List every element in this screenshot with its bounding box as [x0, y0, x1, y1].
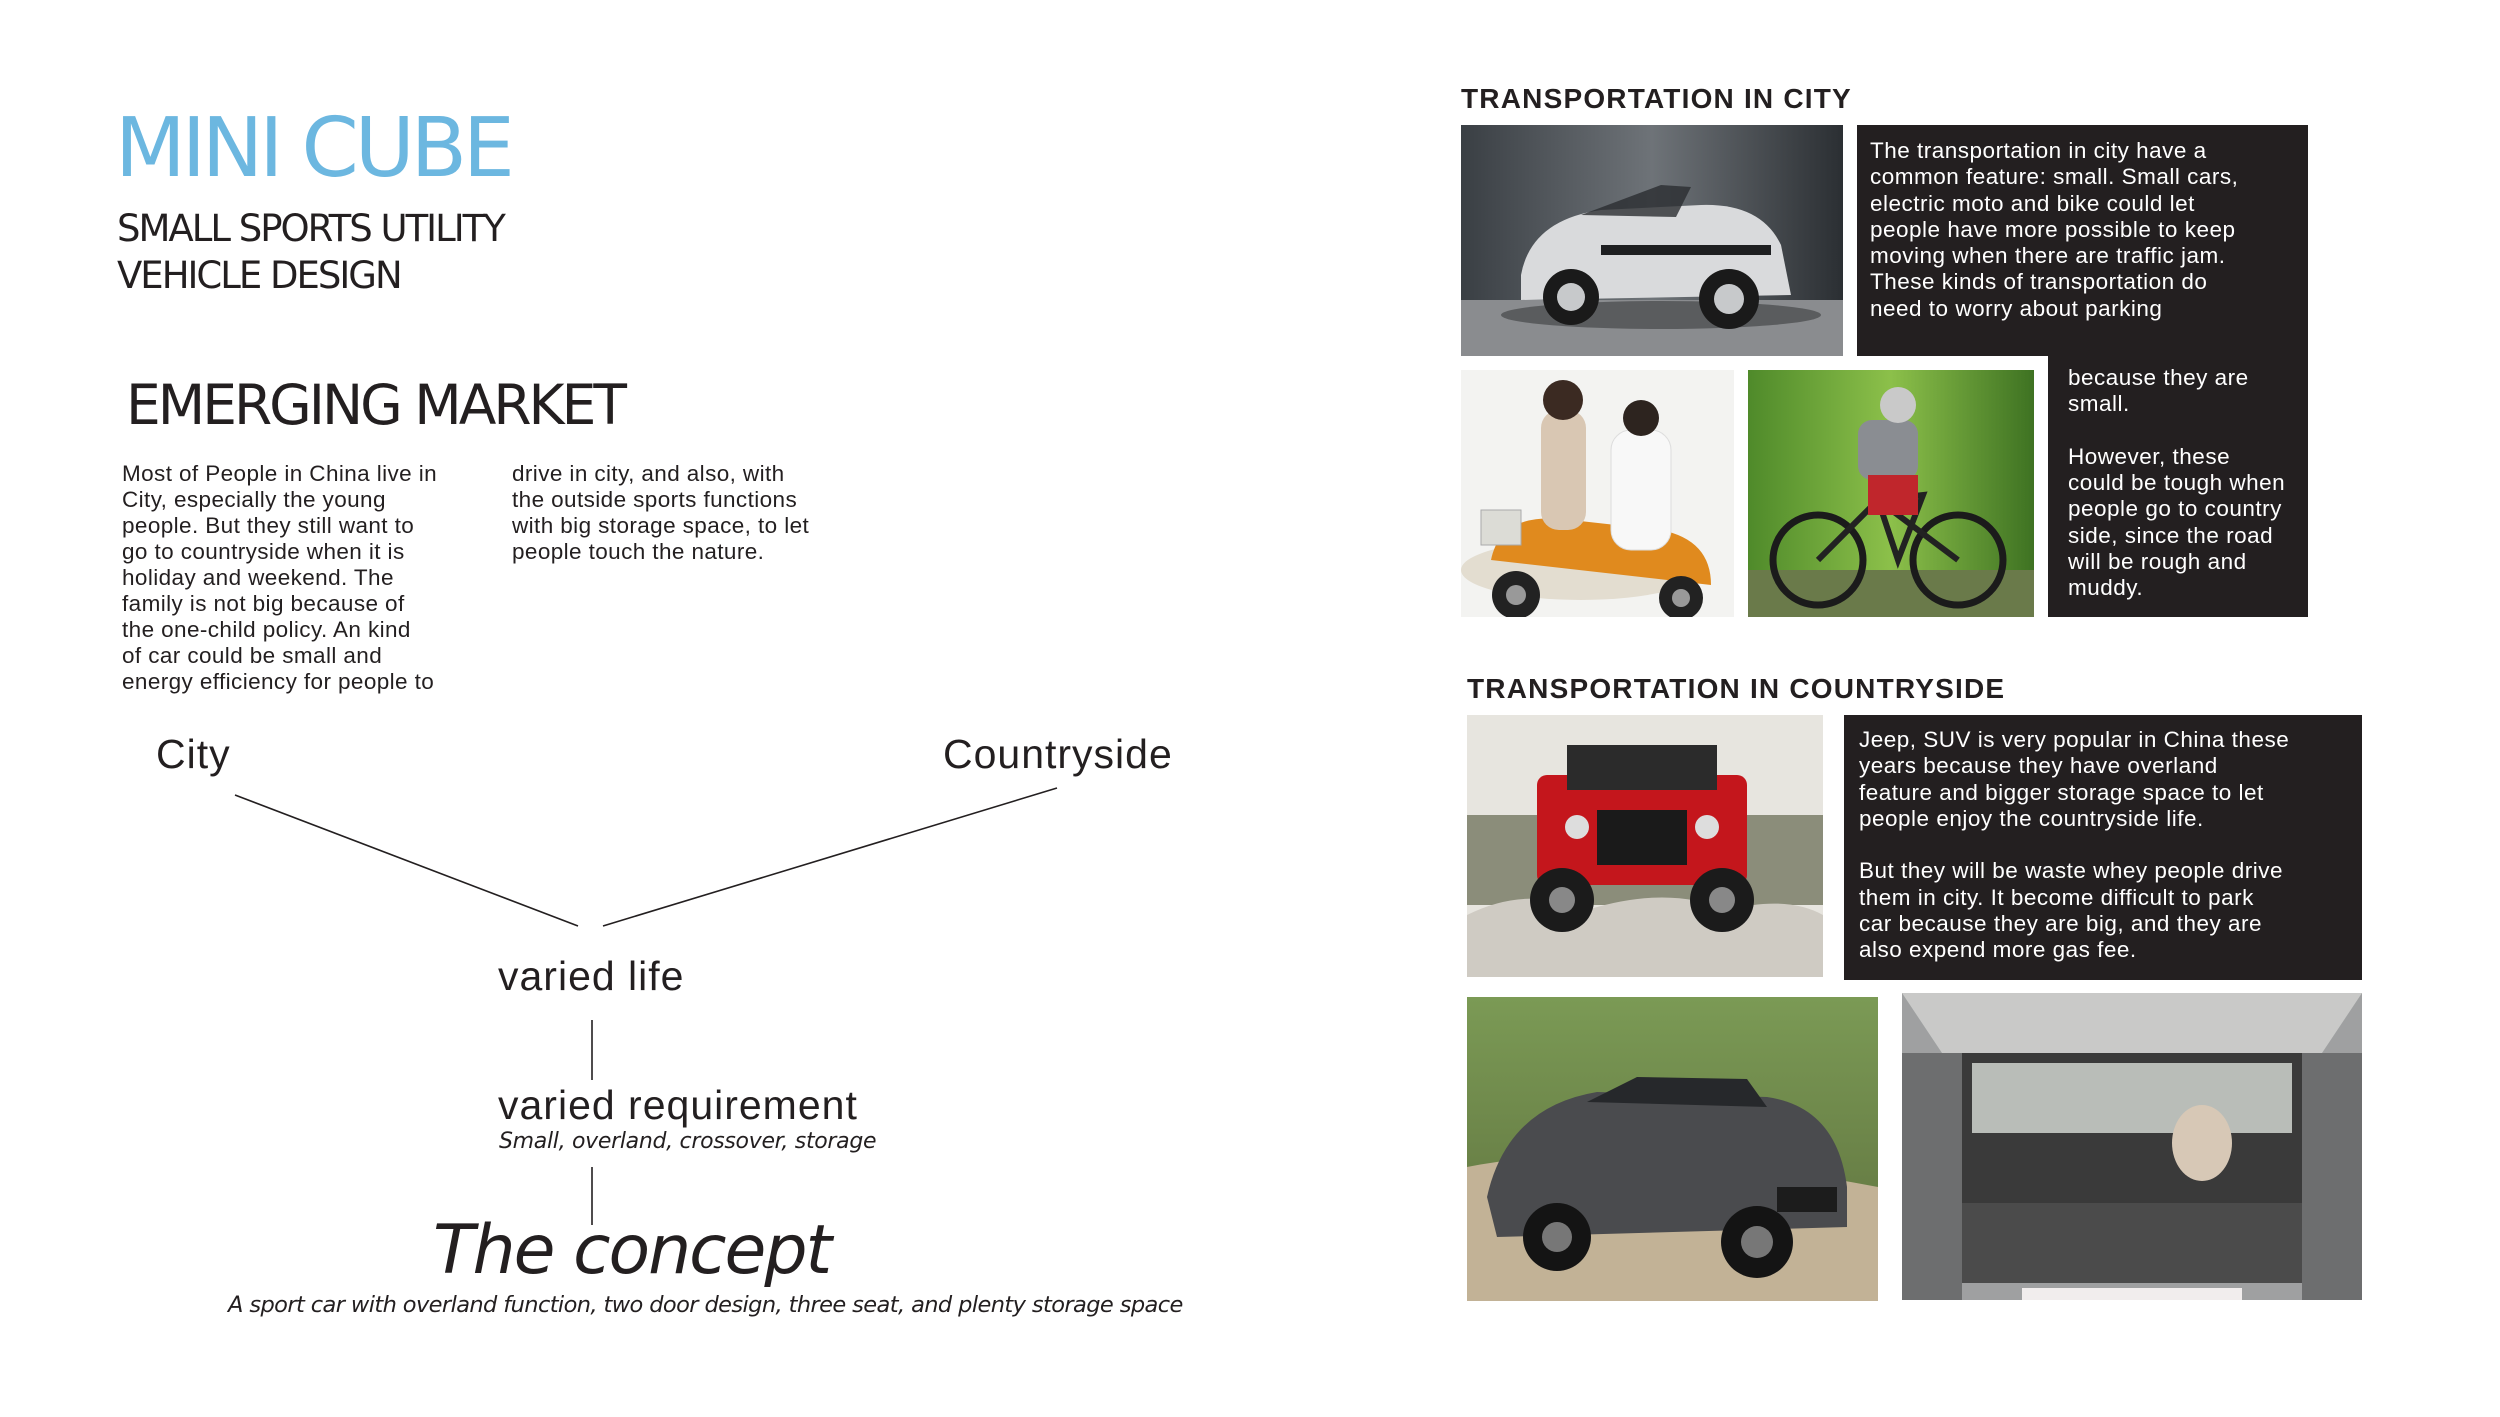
- concept-subtitle: A sport car with overland function, two door design, three seat, and plenty storage space: [228, 1292, 1183, 1318]
- connector-city: [235, 795, 578, 926]
- city-text-box-side: [2048, 356, 2308, 617]
- mercedes-suv-photo: [1467, 997, 1878, 1301]
- smart-car-photo: [1461, 125, 1843, 356]
- emerging-market-col2: drive in city, and also, with the outside sports functions with big storage space, to let people touch the nature.: [512, 461, 810, 564]
- suv-trunk-photo: [1902, 993, 2362, 1300]
- countryside-text-box: [1844, 715, 2362, 980]
- flow-varied-requirement: varied requirement: [498, 1082, 858, 1128]
- city-text-top: The transportation in city have a common feature: small. Small cars, electric moto and bike could let people have more possible to keep moving when there are traffic jam. These kinds of transportation do need to worry about parking: [1870, 138, 2239, 321]
- subtitle-line-2: VEHICLE DESIGN: [117, 254, 401, 297]
- concept-heading: The concept: [433, 1211, 831, 1290]
- city-text-side: because they are small. However, these could be tough when people go to country side, since the road will be rough and muddy.: [2068, 365, 2286, 601]
- flow-requirement-sub: Small, overland, crossover, storage: [499, 1129, 877, 1154]
- countryside-section-title: TRANSPORTATION IN COUNTRYSIDE: [1467, 673, 2006, 704]
- flow-countryside: Countryside: [943, 731, 1173, 777]
- brand-title: MINI CUBE: [115, 101, 511, 196]
- subtitle-line-1: SMALL SPORTS UTILITY: [117, 207, 504, 250]
- countryside-text: Jeep, SUV is very popular in China these years because they have overland feature and bigger storage space to let people enjoy the countryside life. But they will be waste whey people drive them in city. It become difficult to park car because they are big, and they are also expend more gas fee.: [1859, 727, 2290, 963]
- flow-city: City: [156, 731, 231, 777]
- emerging-market-heading: EMERGING MARKET: [126, 373, 624, 437]
- flow-varied-life: varied life: [498, 953, 685, 999]
- city-text-box-top: [1857, 125, 2308, 356]
- jeep-photo: [1467, 715, 1823, 977]
- connector-countryside: [603, 788, 1057, 926]
- scooter-photo: [1461, 370, 1734, 617]
- emerging-market-col1: Most of People in China live in City, especially the young people. But they still want to go to countryside when it is holiday and weekend. The family is not big because of the one-child policy. An kind of car could be small and energy efficiency for people to: [122, 461, 438, 694]
- city-section-title: TRANSPORTATION IN CITY: [1461, 83, 1852, 114]
- bicycle-photo: [1748, 370, 2034, 617]
